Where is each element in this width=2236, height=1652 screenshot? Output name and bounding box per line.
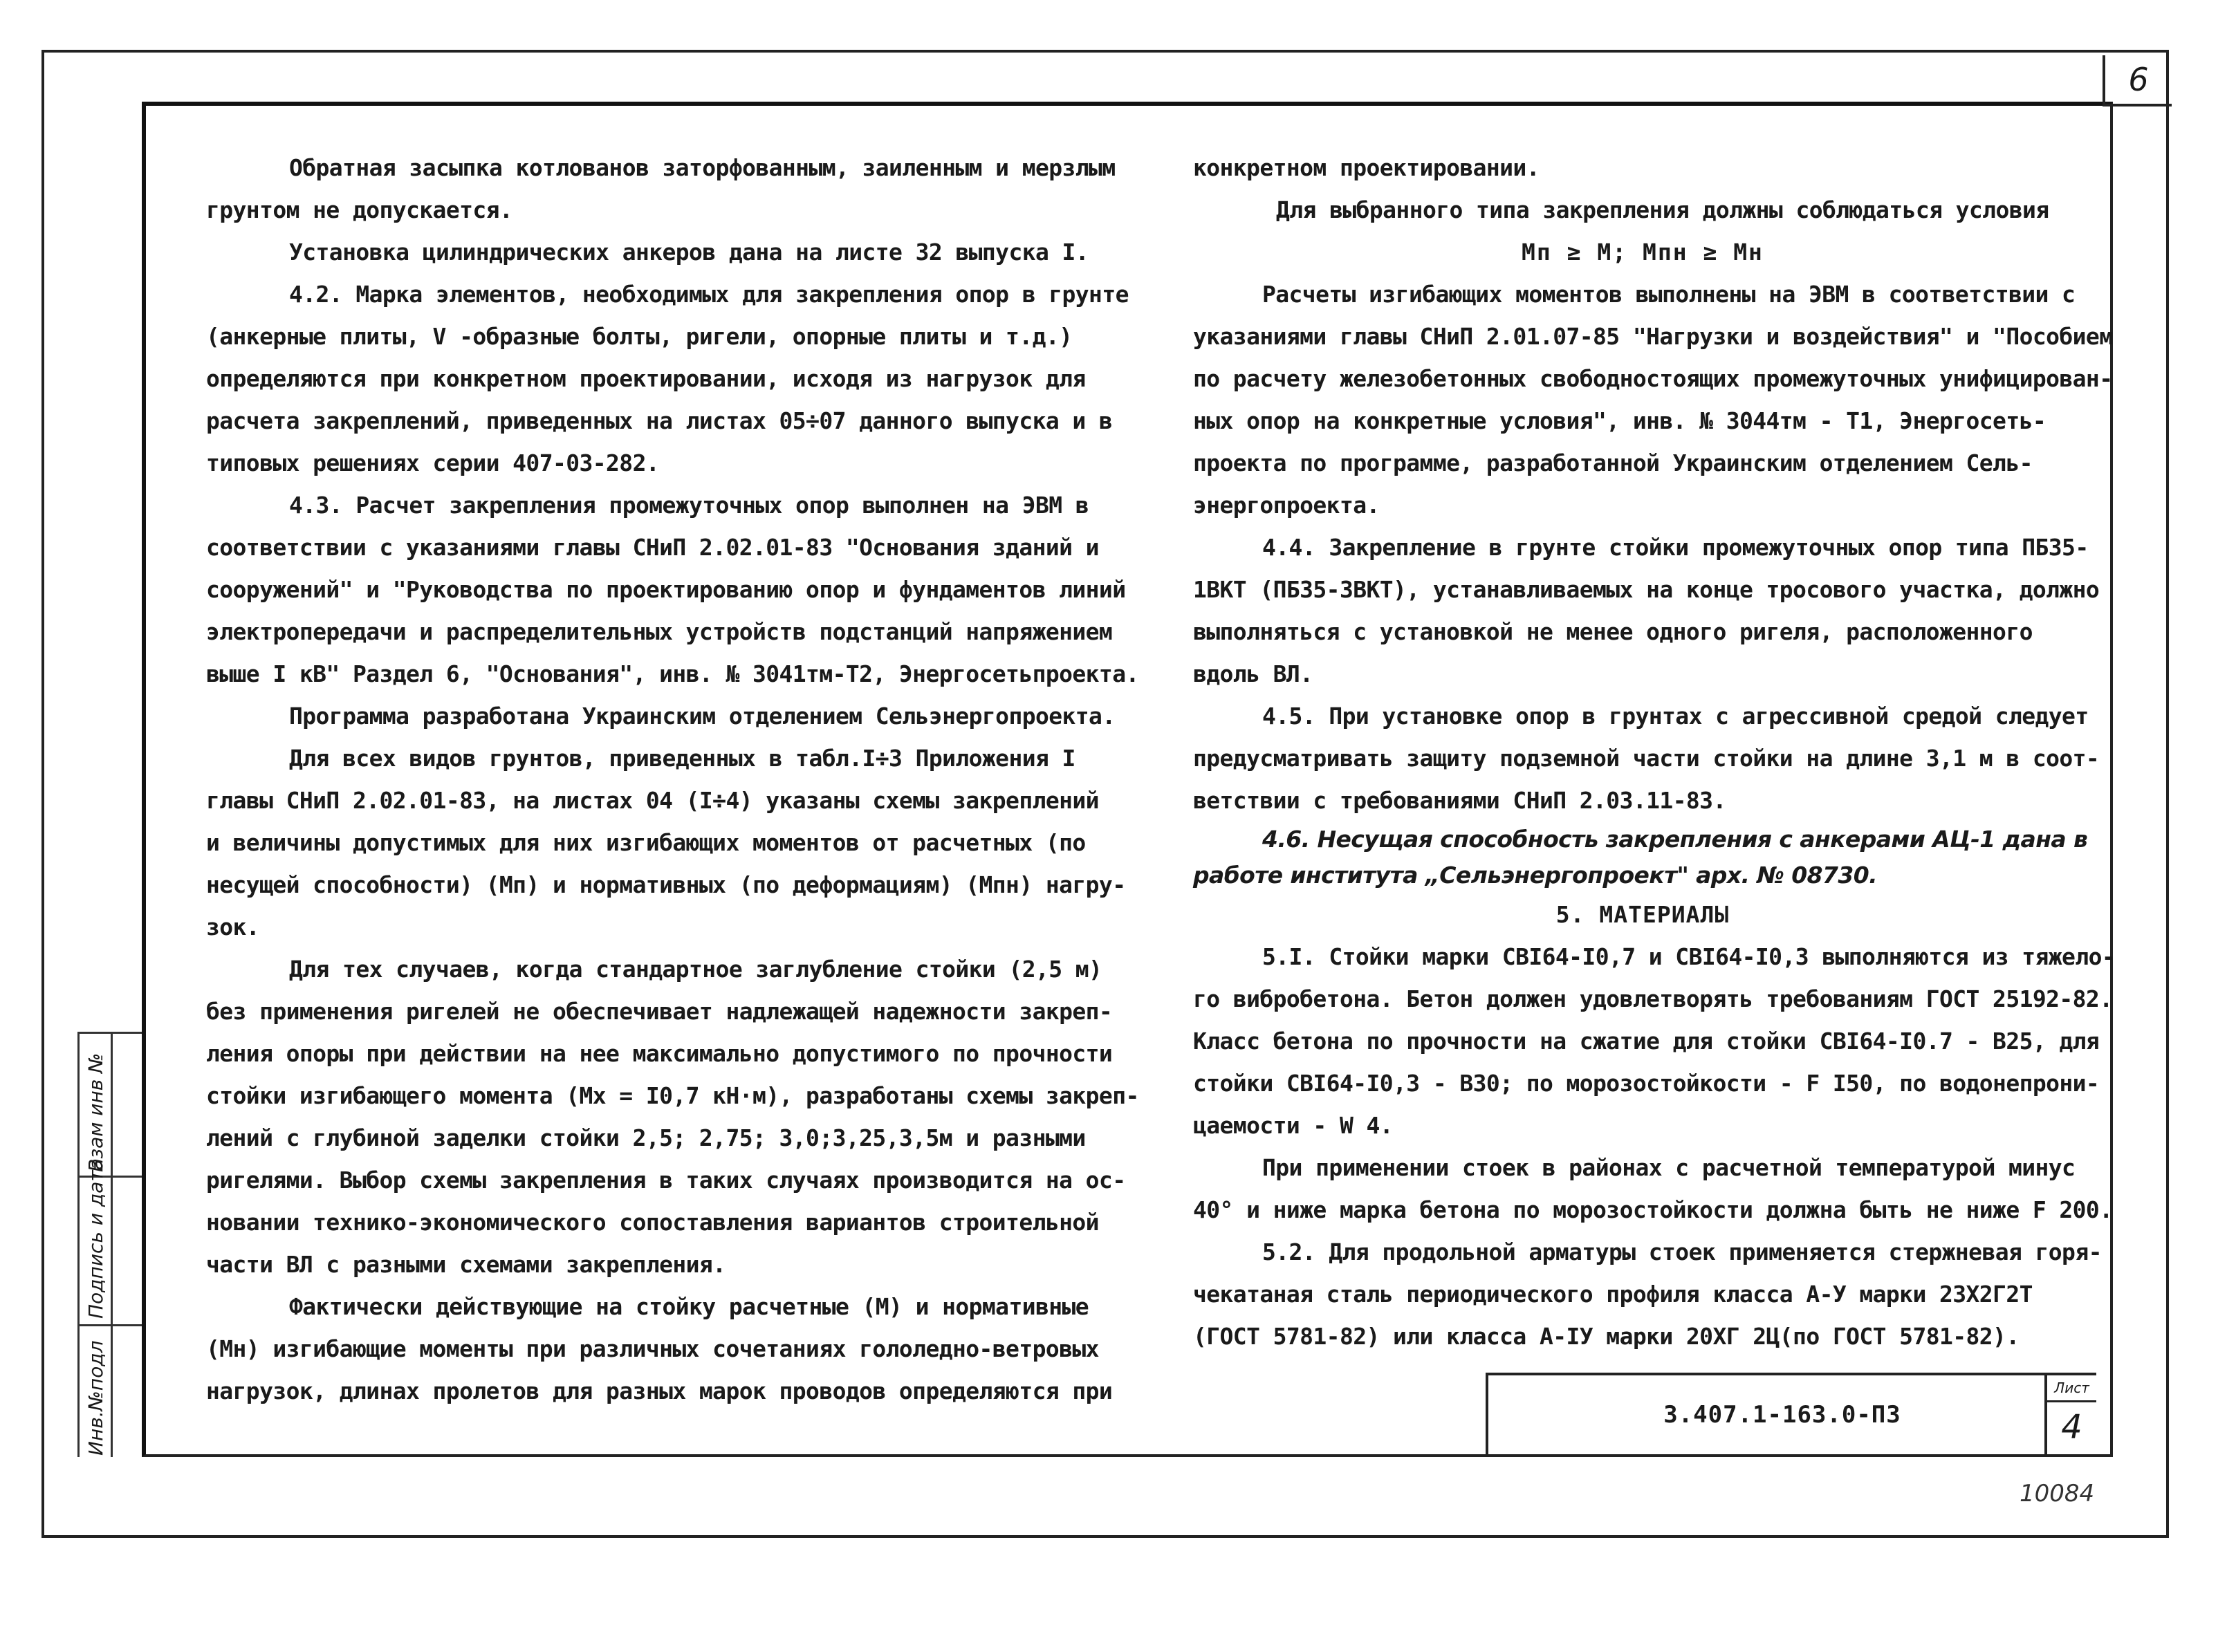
text-line: Фактически действующие на стойку расчетные (M) и нормативные	[289, 1293, 1089, 1320]
side-stamp-divider	[80, 1324, 142, 1326]
text-line: части ВЛ с разными схемами закрепления.	[206, 1251, 726, 1278]
text-line: зок.	[206, 913, 260, 940]
text-line: Для выбранного типа закрепления должны соблюдаться условия	[1276, 196, 2049, 223]
text-line: 4.4. Закрепление в грунте стойки промежуточных опор типа ПБ35-	[1262, 534, 2089, 561]
text-line: стойки СВI64-I0,3 - В30; по морозостойкости - F I50, по водонепрони-	[1193, 1070, 2100, 1097]
text-line: ных опор на конкретные условия", инв. № 3044тм - Т1, Энергосеть-	[1193, 407, 2046, 434]
text-line: нагрузок, длинах пролетов для разных марок проводов определяются при	[206, 1377, 1113, 1404]
text-line: предусматривать защиту подземной части стойки на длине 3,1 м в соот-	[1193, 745, 2100, 772]
text-line: 4.5. При установке опор в грунтах с агрессивной средой следует	[1262, 703, 2089, 730]
text-line: 5.2. Для продольной арматуры стоек применяется стержневая горя-	[1262, 1238, 2102, 1265]
text-line: 40° и ниже марка бетона по морозостойкости должна быть не ниже F 200.	[1193, 1196, 2113, 1223]
text-line: стойки изгибающего момента (Mx = I0,7 кН·м), разработаны схемы закреп-	[206, 1082, 1139, 1109]
text-line: сооружений" и "Руководства по проектированию опор и фундаментов линий	[206, 576, 1126, 603]
archive-number: 10084	[2020, 1480, 2095, 1507]
text-line: (анкерные плиты, V -образные болты, ригели, опорные плиты и т.д.)	[206, 323, 1073, 350]
text-line: Для всех видов грунтов, приведенных в табл.I÷3 Приложения I	[289, 745, 1075, 772]
text-line: электропередачи и распределительных устройств подстанций напряжением	[206, 618, 1113, 645]
side-label-vzam-inv: Взам инв №	[84, 1052, 107, 1172]
text-line: 4.2. Марка элементов, необходимых для закрепления опор в грунте	[289, 281, 1129, 308]
text-line: ригелями. Выбор схемы закрепления в таких случаях производится на ос-	[206, 1167, 1126, 1194]
text-line: Программа разработана Украинским отделением Сельэнергопроекта.	[289, 703, 1116, 730]
sheet-cell	[2044, 1375, 2096, 1454]
text-line: проекта по программе, разработанной Украинским отделением Сель-	[1193, 449, 2033, 476]
text-line: 1ВКТ (ПБ35-3ВКТ), устанавливаемых на конце тросового участка, должно	[1193, 576, 2100, 603]
handwritten-note: 4.6. Несущая способность закрепления с анкерами АЦ-1 дана в	[1262, 826, 2088, 853]
text-line: Установка цилиндрических анкеров дана на листе 32 выпуска I.	[289, 239, 1089, 266]
text-line: цаемости - W 4.	[1193, 1112, 1394, 1139]
text-line: Расчеты изгибающих моментов выполнены на ЭВМ в соответствии с	[1262, 281, 2076, 308]
text-line: ления опоры при действии на нее максимально допустимого по прочности	[206, 1040, 1113, 1067]
side-stamp	[77, 1032, 142, 1457]
text-line: вдоль ВЛ.	[1193, 660, 1313, 687]
title-block	[1486, 1373, 2096, 1454]
sheet-value: 4	[2061, 1408, 2082, 1447]
text-line: чекатаная сталь периодического профиля класса А-У марки 23Х2Г2Т	[1193, 1281, 2033, 1308]
text-line: без применения ригелей не обеспечивает надлежащей надежности закреп-	[206, 998, 1113, 1025]
text-line: 4.3. Расчет закрепления промежуточных опор выполнен на ЭВМ в	[289, 492, 1089, 519]
text-line: указаниями главы СНиП 2.01.07-85 "Нагрузки и воздействия" и "Пособием	[1193, 323, 2113, 350]
text-line: конкретном проектировании.	[1193, 154, 1540, 181]
document-code: 3.407.1-163.0-ПЗ	[1663, 1401, 1901, 1429]
handwritten-note: работе института „Сельэнергопроект" арх. № 08730.	[1193, 862, 1878, 889]
text-line: определяются при конкретном проектировании, исходя из нагрузок для	[206, 365, 1086, 392]
side-label-inv-podl: Инв.№подл	[84, 1340, 107, 1456]
text-line: и величины допустимых для них изгибающих моментов от расчетных (по	[206, 829, 1086, 856]
text-line: Обратная засыпка котлованов заторфованным, заиленным и мерзлым	[289, 154, 1116, 181]
text-line: соответствии с указаниями главы СНиП 2.02.01-83 "Основания зданий и	[206, 534, 1099, 561]
text-line: выше I кВ" Раздел 6, "Основания", инв. № 3041тм-Т2, Энергосетьпроекта.	[206, 660, 1139, 687]
sheet-label: Лист	[2047, 1375, 2096, 1402]
strength-condition-formula: Mп ≥ M; Mпн ≥ Mн	[1522, 239, 1764, 266]
text-line: Класс бетона по прочности на сжатие для стойки СВI64-I0.7 - В25, для	[1193, 1028, 2100, 1055]
sheet-number: 6	[2103, 55, 2172, 106]
text-line: грунтом не допускается.	[206, 196, 513, 223]
text-line: (ГОСТ 5781-82) или класса А-IУ марки 20ХГ 2Ц(по ГОСТ 5781-82).	[1193, 1323, 2020, 1350]
text-line: ветствии с требованиями СНиП 2.03.11-83.	[1193, 787, 1726, 814]
text-line: (Mн) изгибающие моменты при различных сочетаниях гололедно-ветровых	[206, 1335, 1099, 1362]
text-line: новании технико-экономического сопоставления вариантов строительной	[206, 1209, 1099, 1236]
text-line: главы СНиП 2.02.01-83, на листах 04 (I÷4) указаны схемы закреплений	[206, 787, 1099, 814]
text-line: несущей способности) (Mп) и нормативных (по деформациям) (Mпн) нагру-	[206, 871, 1126, 898]
text-line: лений с глубиной заделки стойки 2,5; 2,75; 3,0;3,25,3,5м и разными	[206, 1124, 1086, 1151]
left-text-column	[206, 147, 1139, 1412]
text-line: При применении стоек в районах с расчетной температурой минус	[1262, 1154, 2076, 1181]
text-line: 5.I. Стойки марки СВI64-I0,7 и СВI64-I0,3 выполняются из тяжело-	[1262, 943, 2116, 970]
side-label-podpis-data: Подпись и дата	[84, 1158, 107, 1319]
text-line: го вибробетона. Бетон должен удовлетворять требованиям ГОСТ 25192-82.	[1193, 985, 2113, 1012]
text-line: типовых решениях серии 407-03-282.	[206, 449, 660, 476]
right-text-column	[1193, 147, 2116, 1357]
text-line: энергопроекта.	[1193, 492, 1380, 519]
text-line: расчета закреплений, приведенных на листах 05÷07 данного выпуска и в	[206, 407, 1113, 434]
section-title-materials: 5. МАТЕРИАЛЫ	[1555, 901, 1730, 928]
text-line: выполняться с установкой не менее одного ригеля, расположенного	[1193, 618, 2033, 645]
text-line: по расчету железобетонных свободностоящих промежуточных унифицирован-	[1193, 365, 2113, 392]
text-line: Для тех случаев, когда стандартное заглубление стойки (2,5 м)	[289, 956, 1102, 983]
